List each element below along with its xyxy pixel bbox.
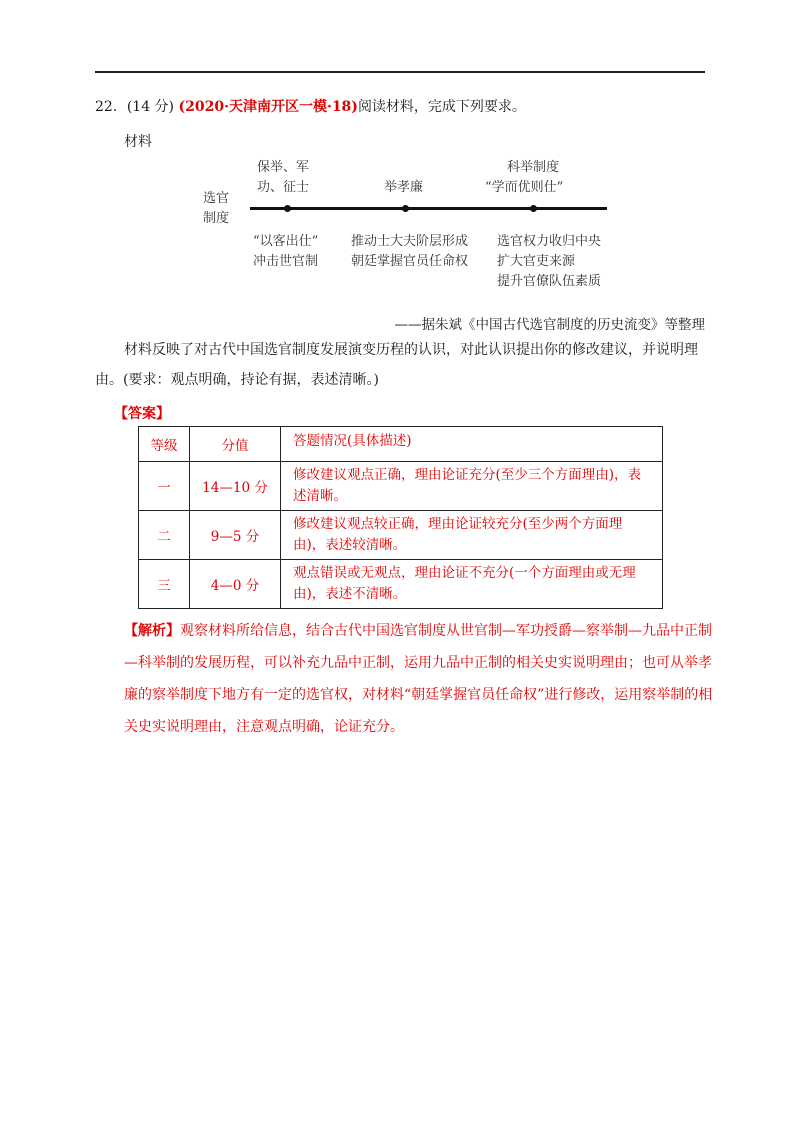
timeline-point-1: [284, 205, 291, 212]
task-text-line-1: 材料反映了对古代中国选官制度发展演变历程的认识，对此认识提出你的修改建议，并说明理: [124, 342, 698, 358]
table-row: [139, 462, 663, 511]
row-description: 修改建议观点正确，理由论证充分(至少三个方面理由)，表述清晰。: [281, 462, 663, 511]
timeline-top-label-2: 举孝廉: [384, 180, 424, 195]
material-timeline-figure: [195, 155, 625, 295]
analysis-paragraph: [124, 615, 714, 743]
material-label: 材料: [124, 134, 152, 150]
header-score: 分值: [190, 427, 281, 462]
question-score: (14 分): [126, 99, 175, 115]
timeline-top-label-1a: 保举、军: [257, 160, 310, 175]
table-row: [139, 560, 663, 609]
timeline-bottom-label-2a: 推动士大夫阶层形成: [351, 234, 469, 249]
timeline-point-3: [530, 205, 537, 212]
material-citation: ——据朱斌《中国古代选官制度的历史流变》等整理: [394, 317, 705, 333]
timeline-bottom-label-3b: 扩大官吏来源: [497, 254, 576, 269]
question-number: 22．: [95, 99, 127, 115]
timeline-axis-label-2: 制度: [203, 211, 230, 226]
timeline-top-label-3b: “学而优则仕”: [485, 180, 564, 195]
timeline-bottom-label-2b: 朝廷掌握官员任命权: [351, 254, 469, 269]
task-text-line-2: 由。(要求：观点明确，持论有据，表述清晰。): [95, 372, 379, 388]
timeline-bottom-label-3c: 提升官僚队伍素质: [497, 274, 602, 289]
row-level: 三: [139, 560, 190, 609]
timeline-point-2: [402, 205, 409, 212]
row-score: 4—0 分: [190, 560, 281, 609]
timeline-axis: [250, 207, 607, 210]
table-row: [139, 511, 663, 560]
row-score: 9—5 分: [190, 511, 281, 560]
timeline-axis-label-1: 选官: [203, 191, 230, 206]
header-description: 答题情况(具体描述): [281, 427, 663, 462]
row-score: 14—10 分: [190, 462, 281, 511]
timeline-top-label-1b: 功、征士: [257, 180, 310, 195]
question-header: [95, 96, 526, 116]
grading-table-header: [139, 427, 663, 462]
row-description: 观点错误或无观点，理由论证不充分(一个方面理由或无理由)，表述不清晰。: [281, 560, 663, 609]
timeline-bottom-label-1b: 冲击世官制: [253, 254, 319, 269]
question-prompt: 阅读材料，完成下列要求。: [357, 99, 526, 115]
timeline-bottom-label-1a: “以客出仕”: [253, 234, 319, 249]
row-description: 修改建议观点较正确，理由论证较充分(至少两个方面理由)，表述较清晰。: [281, 511, 663, 560]
row-level: 一: [139, 462, 190, 511]
row-level: 二: [139, 511, 190, 560]
answer-label: 【答案】: [114, 406, 170, 422]
top-divider: [95, 71, 705, 73]
analysis-label: 【解析】: [124, 623, 180, 639]
timeline-top-label-3a: 科举制度: [507, 160, 560, 175]
analysis-text: 观察材料所给信息，结合古代中国选官制度从世官制—军功授爵—察举制—九品中正制—科举制的发展历程，可以补充九品中正制，运用九品中正制的相关史实说明理由；也可从举孝廉的察举制度下地方有一定的选官权，对材料“朝廷掌握官员任命权”进行修改，运用察举制的相关史实说明理由，注意观点明确，论证充分。: [124, 623, 713, 735]
question-source: (2020·天津南开区一模·18): [178, 99, 358, 115]
grading-table: [138, 426, 663, 609]
header-level: 等级: [139, 427, 190, 462]
timeline-bottom-label-3a: 选官权力收归中央: [497, 234, 602, 249]
